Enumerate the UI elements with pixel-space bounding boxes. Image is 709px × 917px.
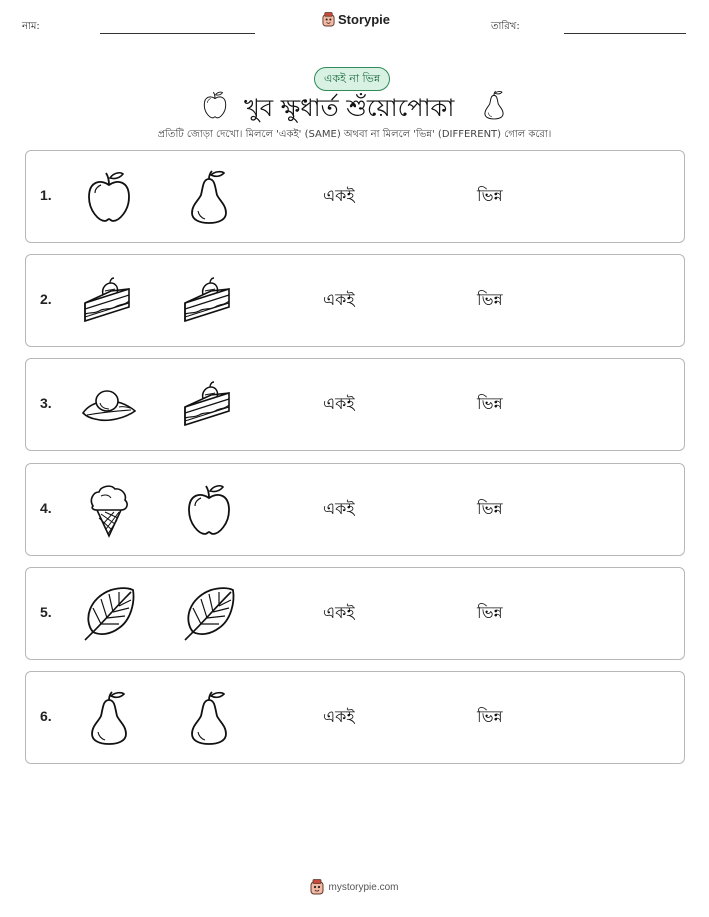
instructions: প্রতিটি জোড়া দেখো। মিললে 'একই' (SAME) অথবা না মিললে 'ভিন্ন' (DIFFERENT) গোল করো। — [157, 129, 552, 140]
option-same[interactable]: একই — [323, 707, 355, 726]
option-same[interactable]: একই — [323, 603, 355, 622]
question-row — [25, 150, 685, 243]
question-row — [25, 358, 685, 451]
option-same[interactable]: একই — [323, 290, 355, 309]
footer — [0, 879, 709, 895]
question-row — [25, 254, 685, 347]
option-different[interactable]: ভিন্ন — [477, 290, 503, 309]
question-number: 1. — [40, 187, 52, 203]
footer-url[interactable]: mystorypie.com — [328, 881, 399, 893]
ice-cream-icon — [81, 482, 137, 538]
option-different[interactable]: ভিন্ন — [477, 707, 503, 726]
pear-icon — [81, 690, 137, 746]
worksheet-type-badge: একই না ভিন্ন — [314, 67, 390, 91]
egg-on-leaf-icon — [81, 377, 137, 433]
question-number: 5. — [40, 604, 52, 620]
leaf-icon — [181, 586, 237, 642]
question-number: 2. — [40, 291, 52, 307]
brand-logo — [322, 12, 390, 27]
question-row — [25, 463, 685, 556]
pear-icon — [181, 690, 237, 746]
pear-icon — [181, 169, 237, 225]
page-title: খুব ক্ষুধার্ত শুঁয়োপোকা — [244, 94, 455, 122]
name-label: নাম: — [22, 21, 40, 32]
apple-icon — [200, 90, 230, 120]
apple-icon — [181, 482, 237, 538]
cake-icon — [181, 273, 237, 329]
option-same[interactable]: একই — [323, 186, 355, 205]
question-number: 6. — [40, 708, 52, 724]
option-different[interactable]: ভিন্ন — [477, 603, 503, 622]
worksheet-header — [0, 0, 709, 50]
date-line[interactable] — [564, 33, 686, 34]
date-label: তারিখ: — [491, 21, 520, 32]
question-row — [25, 567, 685, 660]
name-line[interactable] — [100, 33, 255, 34]
cake-icon — [81, 273, 137, 329]
option-different[interactable]: ভিন্ন — [477, 186, 503, 205]
apple-icon — [81, 169, 137, 225]
brand-name: Storypie — [338, 12, 391, 27]
question-number: 4. — [40, 500, 52, 516]
option-same[interactable]: একই — [323, 394, 355, 413]
option-same[interactable]: একই — [323, 499, 355, 518]
option-different[interactable]: ভিন্ন — [477, 499, 503, 518]
cake-icon — [181, 377, 237, 433]
leaf-icon — [81, 586, 137, 642]
question-number: 3. — [40, 395, 52, 411]
title-row — [0, 88, 709, 124]
pear-icon — [479, 89, 509, 121]
storypie-mascot-icon — [310, 879, 324, 895]
option-different[interactable]: ভিন্ন — [477, 394, 503, 413]
storypie-mascot-icon — [322, 12, 335, 27]
question-row — [25, 671, 685, 764]
